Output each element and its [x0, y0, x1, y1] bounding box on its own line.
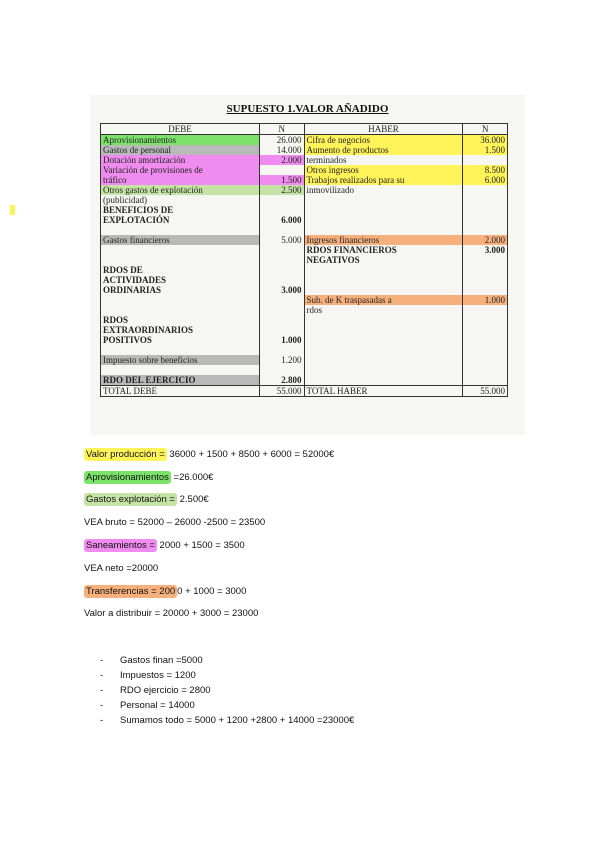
amount-cell	[463, 285, 508, 295]
bullet-marker: -	[100, 685, 104, 696]
concept-cell: BENEFICIOS DE	[101, 205, 260, 215]
table-row	[101, 225, 508, 235]
concept-cell	[304, 285, 463, 295]
calc-text: 36000 + 1500 + 8500 + 6000 = 52000€	[166, 449, 335, 460]
amount-cell	[463, 305, 508, 315]
calc-line	[84, 449, 334, 460]
table-row	[101, 285, 508, 295]
calc-line	[84, 563, 158, 574]
table-row	[101, 205, 508, 215]
amount-cell	[463, 275, 508, 285]
table-scan-image	[90, 95, 525, 435]
amount-cell	[463, 325, 508, 335]
concept-cell	[101, 345, 260, 355]
amount-cell	[259, 265, 304, 275]
amount-cell	[259, 345, 304, 355]
amount-cell	[463, 375, 508, 386]
amount-cell: 5.000	[259, 235, 304, 245]
table-row	[101, 175, 508, 185]
concept-cell: Otros ingresos	[304, 165, 463, 175]
table-row	[101, 195, 508, 205]
total-haber-value: 55.000	[463, 386, 508, 397]
list-item	[100, 683, 354, 698]
table-row	[101, 235, 508, 245]
amount-cell	[463, 355, 508, 365]
bullet-text: RDO ejercicio = 2800	[120, 685, 211, 696]
table-row	[101, 355, 508, 365]
amount-cell: 36.000	[463, 135, 508, 146]
amount-cell	[259, 165, 304, 175]
calc-line	[84, 517, 265, 528]
amount-cell: 1.200	[259, 355, 304, 365]
concept-cell: RDOS	[101, 315, 260, 325]
calc-highlight: Aprovisionamientos	[86, 472, 169, 483]
list-item	[100, 668, 354, 683]
header-haber: HABER	[304, 124, 463, 135]
concept-cell	[101, 305, 260, 315]
value-added-table	[100, 123, 508, 397]
concept-cell: Ingresos financieros	[304, 235, 463, 245]
amount-cell: 14.000	[259, 145, 304, 155]
concept-cell	[304, 335, 463, 345]
concept-cell: (publicidad)	[101, 195, 260, 205]
calc-line	[84, 586, 246, 597]
concept-cell	[304, 275, 463, 285]
amount-cell	[463, 255, 508, 265]
amount-cell: 8.500	[463, 165, 508, 175]
concept-cell	[304, 375, 463, 386]
bullet-marker: -	[100, 655, 104, 666]
concept-cell	[304, 345, 463, 355]
table-row	[101, 365, 508, 375]
amount-cell: 6.000	[259, 215, 304, 225]
concept-cell: NEGATIVOS	[304, 255, 463, 265]
calc-text: Valor a distribuir = 20000 + 3000 = 23000	[84, 608, 259, 619]
calc-text: VEA bruto = 52000 – 26000 -2500 = 23500	[84, 517, 266, 528]
concept-cell: POSITIVOS	[101, 335, 260, 345]
table-row	[101, 265, 508, 275]
amount-cell: 1.000	[463, 295, 508, 305]
table-row	[101, 185, 508, 195]
concept-cell: ACTIVIDADES	[101, 275, 260, 285]
amount-cell	[463, 265, 508, 275]
calc-text: 2.500€	[176, 494, 209, 505]
concept-cell: inmovilizado	[304, 185, 463, 195]
concept-cell: RDO DEL EJERCICIO	[101, 375, 260, 386]
amount-cell	[259, 245, 304, 255]
table-header-row	[101, 124, 508, 135]
concept-cell	[304, 215, 463, 225]
amount-cell	[259, 225, 304, 235]
amount-cell: 1.500	[463, 145, 508, 155]
concept-cell	[101, 245, 260, 255]
calc-text: 0 + 1000 = 3000	[177, 586, 247, 597]
amount-cell: 3.000	[463, 245, 508, 255]
amount-cell	[463, 345, 508, 355]
bullet-marker: -	[100, 700, 104, 711]
amount-cell	[259, 275, 304, 285]
concept-cell: Dotación amortización	[101, 155, 260, 165]
table-row	[101, 215, 508, 225]
concept-cell: Otros gastos de explotación	[101, 185, 260, 195]
amount-cell	[259, 325, 304, 335]
table-row	[101, 275, 508, 285]
bullet-text: Gastos finan =5000	[120, 655, 203, 666]
bullet-text: Impuestos = 1200	[120, 670, 196, 681]
amount-cell	[463, 185, 508, 195]
amount-cell: 1.500	[259, 175, 304, 185]
table-row	[101, 375, 508, 386]
concept-cell	[101, 225, 260, 235]
amount-cell: 6.000	[463, 175, 508, 185]
amount-cell	[463, 365, 508, 375]
concept-cell: ORDINARIAS	[101, 285, 260, 295]
amount-cell: 2.500	[259, 185, 304, 195]
amount-cell	[463, 225, 508, 235]
concept-cell: Impuesto sobre beneficios	[101, 355, 260, 365]
bullet-marker: -	[100, 715, 104, 726]
bullet-list	[100, 653, 354, 728]
list-item	[100, 653, 354, 668]
amount-cell	[463, 205, 508, 215]
calc-line	[84, 540, 245, 551]
concept-cell: RDOS FINANCIEROS	[304, 245, 463, 255]
amount-cell: 2.000	[259, 155, 304, 165]
amount-cell	[463, 195, 508, 205]
concept-cell: Aprovisionamientos	[101, 135, 260, 146]
amount-cell: 3.000	[259, 285, 304, 295]
amount-cell	[463, 315, 508, 325]
concept-cell	[304, 325, 463, 335]
concept-cell: Sub. de K traspasadas a	[304, 295, 463, 305]
amount-cell	[259, 295, 304, 305]
total-debe-value: 55.000	[259, 386, 304, 397]
concept-cell	[304, 315, 463, 325]
amount-cell: 1.000	[259, 335, 304, 345]
concept-cell: rdos	[304, 305, 463, 315]
header-n-haber: N	[463, 124, 508, 135]
table-title: SUPUESTO 1.VALOR AÑADIDO	[226, 103, 389, 115]
table-row	[101, 255, 508, 265]
calc-line	[84, 472, 213, 483]
concept-cell	[101, 295, 260, 305]
table-row	[101, 315, 508, 325]
amount-cell: 26.000	[259, 135, 304, 146]
bullet-text: Personal = 14000	[120, 700, 195, 711]
calc-highlight: Gastos explotación =	[86, 494, 175, 505]
highlight-mark	[10, 205, 15, 215]
amount-cell	[463, 155, 508, 165]
concept-cell: terminados	[304, 155, 463, 165]
calc-text: VEA neto =20000	[84, 563, 159, 574]
concept-cell: Gastos financieros	[101, 235, 260, 245]
concept-cell	[101, 365, 260, 375]
calc-text: 2000 + 1500 = 3500	[156, 540, 245, 551]
amount-cell	[463, 335, 508, 345]
list-item	[100, 713, 354, 728]
concept-cell: RDOS DE	[101, 265, 260, 275]
table-row	[101, 245, 508, 255]
table-total-row	[101, 386, 508, 397]
table-row	[101, 305, 508, 315]
amount-cell	[259, 315, 304, 325]
amount-cell: 2.000	[463, 235, 508, 245]
calc-highlight: Valor producción =	[86, 449, 165, 460]
amount-cell	[463, 215, 508, 225]
amount-cell	[259, 195, 304, 205]
table-row	[101, 325, 508, 335]
header-debe: DEBE	[101, 124, 260, 135]
amount-cell	[259, 305, 304, 315]
concept-cell: Aumento de productos	[304, 145, 463, 155]
total-haber-label: TOTAL HABER	[304, 386, 463, 397]
concept-cell	[304, 355, 463, 365]
calc-highlight: Saneamientos =	[86, 540, 155, 551]
list-item	[100, 698, 354, 713]
concept-cell: EXTRAORDINARIOS	[101, 325, 260, 335]
bullet-marker: -	[100, 670, 104, 681]
concept-cell: tráfico	[101, 175, 260, 185]
calc-line	[84, 494, 209, 505]
bullet-text: Sumamos todo = 5000 + 1200 +2800 + 14000 =23000€	[120, 715, 355, 726]
calc-highlight: Transferencias = 200	[86, 586, 176, 597]
concept-cell: EXPLOTACIÓN	[101, 215, 260, 225]
concept-cell	[101, 255, 260, 265]
calc-line	[84, 608, 258, 619]
table-row	[101, 335, 508, 345]
table-row	[101, 295, 508, 305]
table-row	[101, 345, 508, 355]
concept-cell	[304, 195, 463, 205]
concept-cell: Variación de provisiones de	[101, 165, 260, 175]
table-row	[101, 155, 508, 165]
header-n-debe: N	[259, 124, 304, 135]
concept-cell: Trabajos realizados para su	[304, 175, 463, 185]
concept-cell	[304, 265, 463, 275]
total-debe-label: TOTAL DEBE	[101, 386, 260, 397]
table-row	[101, 145, 508, 155]
table-row	[101, 165, 508, 175]
calc-text: =26.000€	[170, 472, 214, 483]
amount-cell	[259, 365, 304, 375]
concept-cell: Gastos de personal	[101, 145, 260, 155]
concept-cell	[304, 205, 463, 215]
amount-cell	[259, 205, 304, 215]
amount-cell: 2.800	[259, 375, 304, 386]
concept-cell: Cifra de negocios	[304, 135, 463, 146]
amount-cell	[259, 255, 304, 265]
concept-cell	[304, 365, 463, 375]
concept-cell	[304, 225, 463, 235]
table-row	[101, 135, 508, 146]
